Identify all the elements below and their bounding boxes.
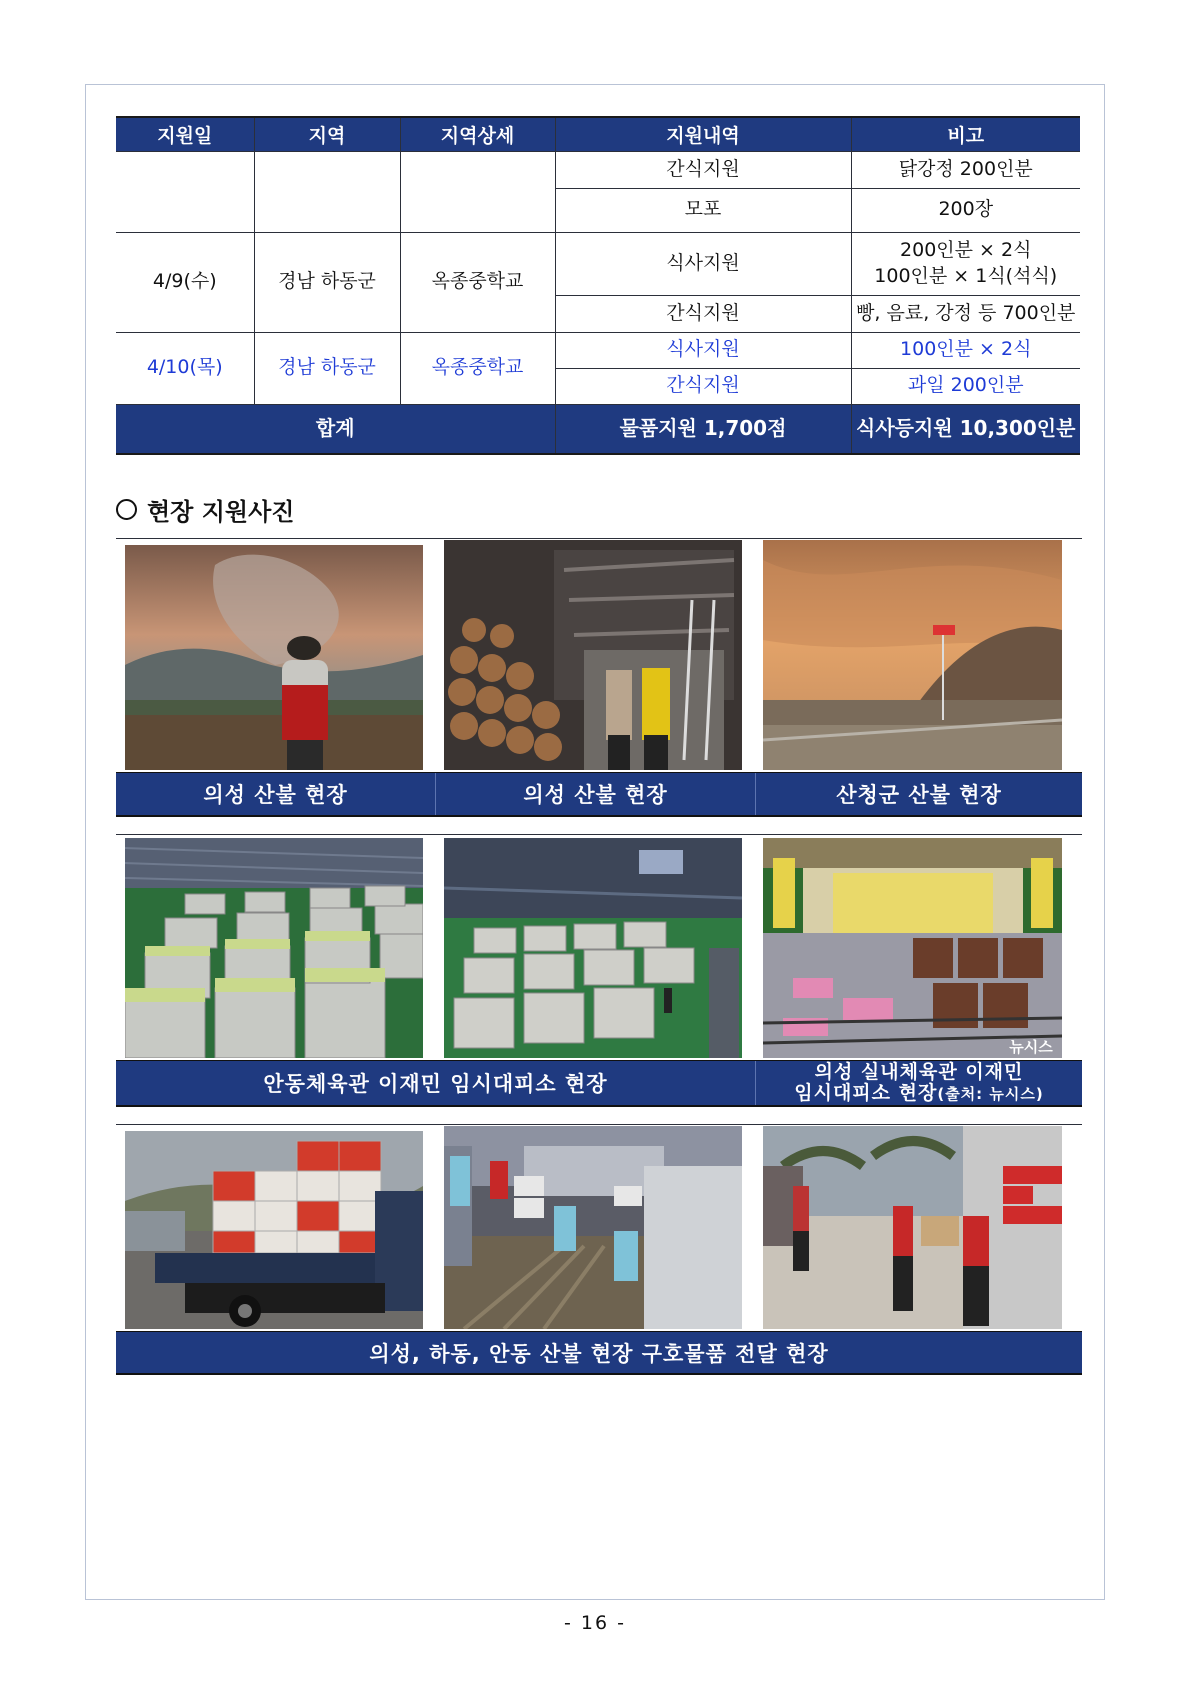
note-line: 100인분 × 1식(석식)	[874, 264, 1058, 287]
caption-relief-delivery: 의성, 하동, 안동 산불 현장 구호물품 전달 현장	[369, 1341, 829, 1366]
cell-item: 간식지원	[555, 151, 851, 188]
total-goods: 물품지원 1,700점	[555, 404, 851, 454]
table-row	[116, 332, 1080, 368]
cell-region: 경남 하동군	[254, 232, 400, 332]
photo-watermark: 뉴시스	[1009, 1038, 1053, 1056]
header-note: 비고	[851, 117, 1080, 151]
photo-volunteers-unloading	[444, 1126, 742, 1329]
header-date: 지원일	[116, 117, 254, 151]
cell-note: 빵, 음료, 강정 등 700인분	[851, 295, 1080, 332]
photo-andong-gym-tents	[125, 838, 423, 1058]
caption-bar-row3	[116, 1331, 1082, 1375]
cell-region-detail: 옥종중학교	[400, 332, 555, 404]
caption-uiseong-shelter	[755, 1061, 1082, 1105]
photo-relief-truck	[125, 1131, 423, 1329]
total-meals: 식사등지원 10,300인분	[851, 404, 1080, 454]
cell-date: 4/10(목)	[116, 332, 254, 404]
cell-note	[851, 232, 1080, 295]
caption-andong-shelter: 안동체육관 이재민 임시대피소 현장	[263, 1072, 608, 1096]
caption-uiseong-fire-1: 의성 산불 현장	[203, 783, 348, 807]
cell-note: 200장	[851, 188, 1080, 232]
photo-burned-warehouse	[444, 540, 742, 770]
cell-item: 식사지원	[555, 332, 851, 368]
section-divider	[116, 538, 1082, 539]
cell-item: 간식지원	[555, 368, 851, 404]
photo-uiseong-indoor-gym	[763, 838, 1062, 1058]
table-header-row	[116, 117, 1080, 151]
cell-detail-empty	[400, 151, 555, 232]
row-divider	[116, 1124, 1082, 1125]
photo-andong-gym-hall	[444, 838, 742, 1058]
photo-sancheong-fire	[763, 540, 1062, 770]
total-row	[116, 404, 1080, 454]
section-heading	[116, 492, 294, 527]
table-row	[116, 151, 1080, 188]
photo-wildfire-observer	[125, 545, 423, 770]
caption-bar-row2	[116, 1060, 1082, 1107]
header-region-detail: 지역상세	[400, 117, 555, 151]
row-divider	[116, 834, 1082, 835]
cell-item: 모포	[555, 188, 851, 232]
caption-source: (출처: 뉴시스)	[937, 1085, 1044, 1103]
note-line: 200인분 × 2식	[900, 238, 1032, 261]
cell-item: 식사지원	[555, 232, 851, 295]
caption-line: 의성 실내체육관 이재민	[814, 1061, 1024, 1084]
photo-relief-handover	[763, 1126, 1062, 1329]
circle-bullet-icon	[116, 499, 137, 520]
caption-sancheong-fire: 산청군 산불 현장	[755, 773, 1082, 815]
cell-item: 간식지원	[555, 295, 851, 332]
cell-note: 100인분 × 2식	[851, 332, 1080, 368]
header-region: 지역	[254, 117, 400, 151]
total-label: 합계	[116, 404, 555, 454]
cell-region: 경남 하동군	[254, 332, 400, 404]
cell-note: 과일 200인분	[851, 368, 1080, 404]
table-row	[116, 232, 1080, 295]
caption-line	[794, 1083, 1043, 1104]
support-table	[116, 116, 1080, 455]
header-support-item: 지원내역	[555, 117, 851, 151]
cell-region-empty	[254, 151, 400, 232]
section-title-text: 현장 지원사진	[147, 498, 295, 526]
caption-bar-row1	[116, 772, 1082, 817]
cell-note: 닭강정 200인분	[851, 151, 1080, 188]
caption-line-text: 임시대피소 현장	[794, 1082, 938, 1104]
page-number: - 16 -	[564, 1612, 626, 1634]
cell-region-detail: 옥종중학교	[400, 232, 555, 332]
cell-date: 4/9(수)	[116, 232, 254, 332]
caption-uiseong-fire-2: 의성 산불 현장	[435, 773, 755, 815]
cell-date-empty	[116, 151, 254, 232]
